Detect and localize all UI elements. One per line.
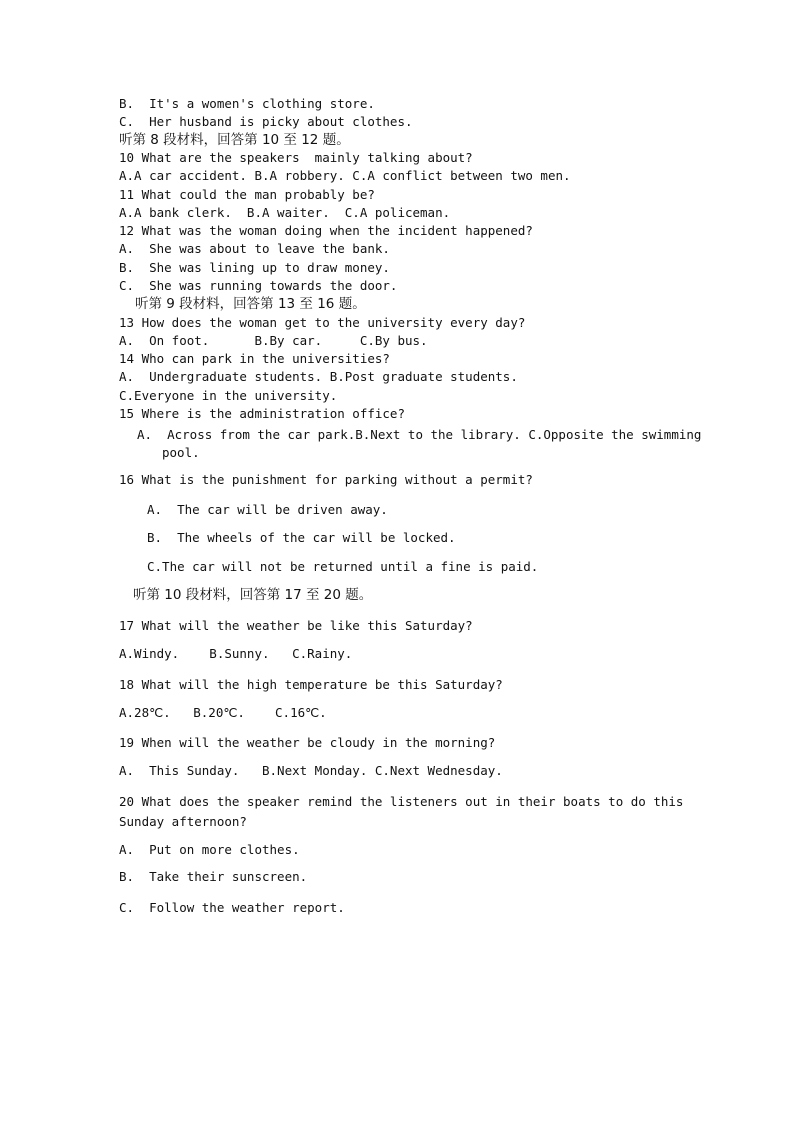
option-b-q12: B. She was lining up to draw money. [119,260,390,275]
options-ab-q14: A. Undergraduate students. B.Post graduate students. [119,369,518,384]
options-q15: A. Across from the car park.B.Next to the library. C.Opposite the swimming [137,427,702,442]
option-b-q20: B. Take their sunscreen. [119,869,308,884]
question-15: 15 Where is the administration office? [119,406,405,421]
question-18: 18 What will the high temperature be this Saturday? [119,677,503,692]
options-q17: A.Windy. B.Sunny. C.Rainy. [119,646,353,661]
options-q18: A.28℃. B.20℃. C.16℃. [119,705,327,720]
question-11: 11 What could the man probably be? [119,187,375,202]
question-19: 19 When will the weather be cloudy in the morning? [119,735,496,750]
option-c-q14: C.Everyone in the university. [119,388,338,403]
option-a-q20: A. Put on more clothes. [119,842,300,857]
question-16: 16 What is the punishment for parking without a permit? [119,472,533,487]
option-c-q20: C. Follow the weather report. [119,900,345,915]
question-10: 10 What are the speakers mainly talking about? [119,150,473,165]
section-heading-9: 听第 9 段材料，回答第 13 至 16 题。 [135,296,366,312]
option-c-q12: C. She was running towards the door. [119,278,398,293]
section-heading-10: 听第 10 段材料，回答第 17 至 20 题。 [133,587,373,603]
question-12: 12 What was the woman doing when the incident happened? [119,223,533,238]
options-q10: A.A car accident. B.A robbery. C.A conflict between two men. [119,168,571,183]
option-c-q16: C.The car will not be returned until a fine is paid. [147,559,539,574]
option-a-q12: A. She was about to leave the bank. [119,241,390,256]
question-20-cont: Sunday afternoon? [119,814,247,829]
option-a-q16: A. The car will be driven away. [147,502,388,517]
question-14: 14 Who can park in the universities? [119,351,390,366]
options-q19: A. This Sunday. B.Next Monday. C.Next Wednesday. [119,763,503,778]
options-q15-cont: pool. [162,445,200,460]
section-heading-8: 听第 8 段材料，回答第 10 至 12 题。 [119,132,350,148]
question-13: 13 How does the woman get to the university every day? [119,315,526,330]
option-c-q9: C. Her husband is picky about clothes. [119,114,413,129]
question-17: 17 What will the weather be like this Saturday? [119,618,473,633]
options-q11: A.A bank clerk. B.A waiter. C.A policeman. [119,205,451,220]
option-b-q9: B. It's a women's clothing store. [119,96,375,111]
question-20: 20 What does the speaker remind the listeners out in their boats to do this [119,794,684,809]
option-b-q16: B. The wheels of the car will be locked. [147,530,456,545]
options-q13: A. On foot. B.By car. C.By bus. [119,333,428,348]
